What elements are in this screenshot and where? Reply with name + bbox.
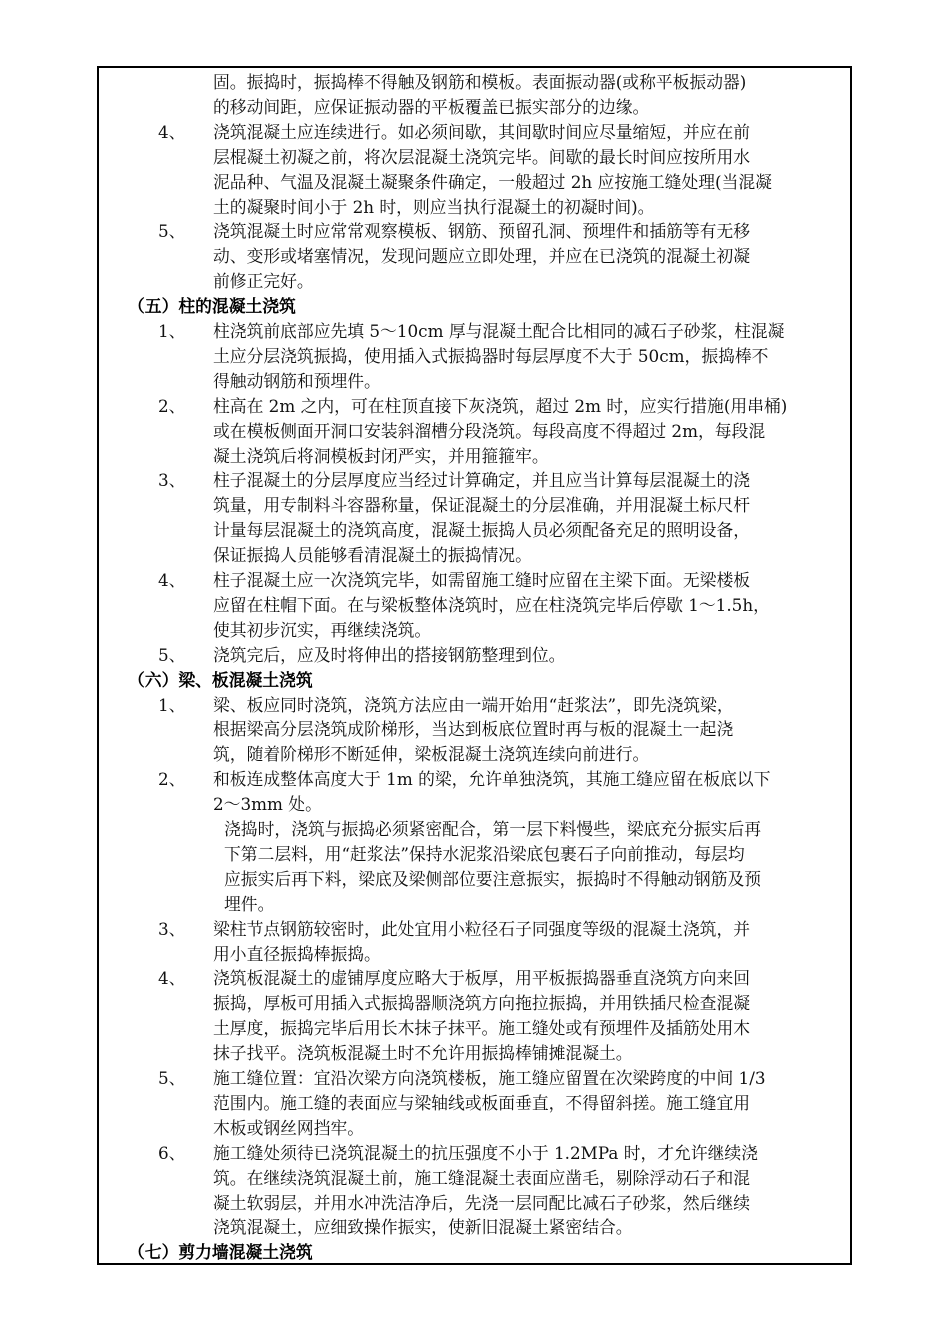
paragraph-line: 浇捣时，浇筑与振捣必须紧密配合，第一层下料慢些，梁底充分振实后再: [224, 819, 762, 839]
paragraph-line: 用小直径振捣棒振捣。: [213, 943, 381, 964]
paragraph-line: 施工缝位置：宜沿次梁方向浇筑楼板，施工缝应留置在次梁跨度的中间 1/3: [213, 1068, 766, 1088]
item-number: 3、: [158, 918, 186, 939]
paragraph-line: 振捣，厚板可用插入式振捣器顺浇筑方向拖拉振捣，并用铁插尺检查混凝: [213, 993, 751, 1014]
paragraph-line: 层棍凝土初凝之前，将次层混凝土浇筑完毕。间歇的最长时间应按所用水: [213, 146, 751, 167]
paragraph-line: 土厚度，振捣完毕后用长木抹子抹平。施工缝处或有预埋件及插筋处用木: [213, 1018, 751, 1039]
paragraph-line: 凝土浇筑后将洞模板封闭严实，并用箍箍牢。: [213, 445, 549, 466]
item-number: 2、: [158, 395, 186, 416]
paragraph-line: 使其初步沉实，再继续浇筑。: [213, 619, 432, 640]
paragraph-line: 或在模板侧面开洞口安装斜溜槽分段浇筑。每段高度不得超过 2m，每段混: [213, 420, 766, 441]
paragraph-line: 筑，随着阶梯形不断延伸，梁板混凝土浇筑连续向前进行。: [213, 744, 650, 765]
paragraph-line: 动、变形或堵塞情况，发现问题应立即处理，并应在已浇筑的混凝土初凝: [213, 246, 751, 267]
paragraph-line: 根据梁高分层浇筑成阶梯形，当达到板底位置时再与板的混凝土一起浇: [213, 719, 734, 740]
item-number: 1、: [158, 694, 186, 715]
paragraph-line: 凝土软弱层，并用水冲洗洁净后，先浇一层同配比减石子砂浆，然后继续: [213, 1192, 751, 1213]
paragraph-line: 应留在柱帽下面。在与梁板整体浇筑时，应在柱浇筑完毕后停歇 1～1.5h，: [213, 594, 770, 615]
paragraph-line: 梁、板应同时浇筑，浇筑方法应由一端开始用“赶浆法”，即先浇筑梁，: [213, 694, 734, 715]
paragraph-line: 柱子混凝土的分层厚度应当经过计算确定，并且应当计算每层混凝土的浇: [213, 470, 751, 491]
paragraph-line: 浇筑完后，应及时将伸出的搭接钢筋整理到位。: [213, 644, 566, 665]
paragraph-line: 土应分层浇筑振捣，使用插入式振捣器时每层厚度不大于 50cm，振捣棒不: [213, 345, 769, 366]
paragraph-line: 得触动钢筋和预埋件。: [213, 370, 381, 391]
paragraph-line: 柱浇筑前底部应先填 5～10cm 厚与混凝土配合比相同的减石子砂浆，柱混凝: [213, 321, 785, 341]
paragraph-line: 应振实后再下料，梁底及梁侧部位要注意振实，振捣时不得触动钢筋及预: [224, 868, 762, 889]
item-number: 1、: [158, 321, 186, 341]
item-number: 4、: [158, 968, 186, 989]
paragraph-line: 土的凝聚时间小于 2h 时，则应当执行混凝土的初凝时间)。: [213, 196, 655, 217]
section-heading: （五）柱的混凝土浇筑: [128, 296, 296, 317]
paragraph-line: 木板或钢丝网挡牢。: [213, 1117, 365, 1138]
paragraph-line: 梁柱节点钢筋较密时，此处宜用小粒径石子同强度等级的混凝土浇筑，并: [213, 918, 751, 939]
paragraph-line: 和板连成整体高度大于 1m 的梁，允许单独浇筑，其施工缝应留在板底以下: [213, 769, 771, 790]
paragraph-line: 埋件。: [224, 893, 275, 914]
paragraph-line: 柱高在 2m 之内，可在柱顶直接下灰浇筑，超过 2m 时，应实行措施(用串桶): [213, 395, 788, 416]
item-number: 6、: [158, 1142, 186, 1163]
paragraph-line: 下第二层料，用“赶浆法”保持水泥浆沿梁底包裹石子向前推动，每层均: [224, 843, 745, 864]
paragraph-line: 前修正完好。: [213, 271, 314, 292]
paragraph-line: 2～3mm 处。: [213, 794, 322, 815]
paragraph-line: 浇筑板混凝土的虚铺厚度应略大于板厚，用平板振捣器垂直浇筑方向来回: [213, 968, 751, 989]
section-heading: （六）梁、板混凝土浇筑: [128, 669, 313, 690]
item-number: 5、: [158, 1068, 186, 1088]
paragraph-line: 浇筑混凝土应连续进行。如必须间歇，其间歇时间应尽量缩短，并应在前: [213, 121, 751, 142]
item-number: 3、: [158, 470, 186, 491]
item-number: 5、: [158, 644, 186, 665]
item-number: 2、: [158, 769, 186, 790]
item-number: 5、: [158, 221, 186, 242]
paragraph-line: 浇筑混凝土时应常常观察模板、钢筋、预留孔洞、预埋件和插筋等有无移: [213, 221, 751, 242]
section-heading: （七）剪力墙混凝土浇筑: [128, 1242, 313, 1263]
item-number: 4、: [158, 121, 186, 142]
paragraph-line: 计量每层混凝土的浇筑高度，混凝土振捣人员必须配备充足的照明设备，: [213, 520, 751, 541]
paragraph-line: 的移动间距，应保证振动器的平板覆盖已振实部分的边缘。: [213, 96, 650, 117]
paragraph-line: 施工缝处须待已浇筑混凝土的抗压强度不小于 1.2MPa 时，才允许继续浇: [213, 1142, 758, 1163]
item-number: 4、: [158, 570, 186, 590]
paragraph-line: 筑量，用专制料斗容器称量，保证混凝土的分层准确，并用混凝土标尺杆: [213, 495, 751, 516]
paragraph-line: 浇筑混凝土，应细致操作振实，使新旧混凝土紧密结合。: [213, 1217, 633, 1238]
paragraph-line: 固。振捣时，振捣棒不得触及钢筋和模板。表面振动器(或称平板振动器): [213, 72, 747, 92]
paragraph-line: 筑。在继续浇筑混凝土前，施工缝混凝土表面应凿毛，剔除浮动石子和混: [213, 1167, 751, 1188]
paragraph-line: 柱子混凝土应一次浇筑完毕，如需留施工缝时应留在主梁下面。无梁楼板: [213, 570, 751, 590]
paragraph-line: 范围内。施工缝的表面应与梁轴线或板面垂直，不得留斜搓。施工缝宜用: [213, 1092, 751, 1113]
paragraph-line: 抹子找平。浇筑板混凝土时不允许用振捣棒铺摊混凝土。: [213, 1043, 633, 1064]
paragraph-line: 保证振捣人员能够看清混凝土的振捣情况。: [213, 545, 532, 566]
paragraph-line: 泥品种、气温及混凝土凝聚条件确定，一般超过 2h 应按施工缝处理(当混凝: [213, 171, 772, 192]
